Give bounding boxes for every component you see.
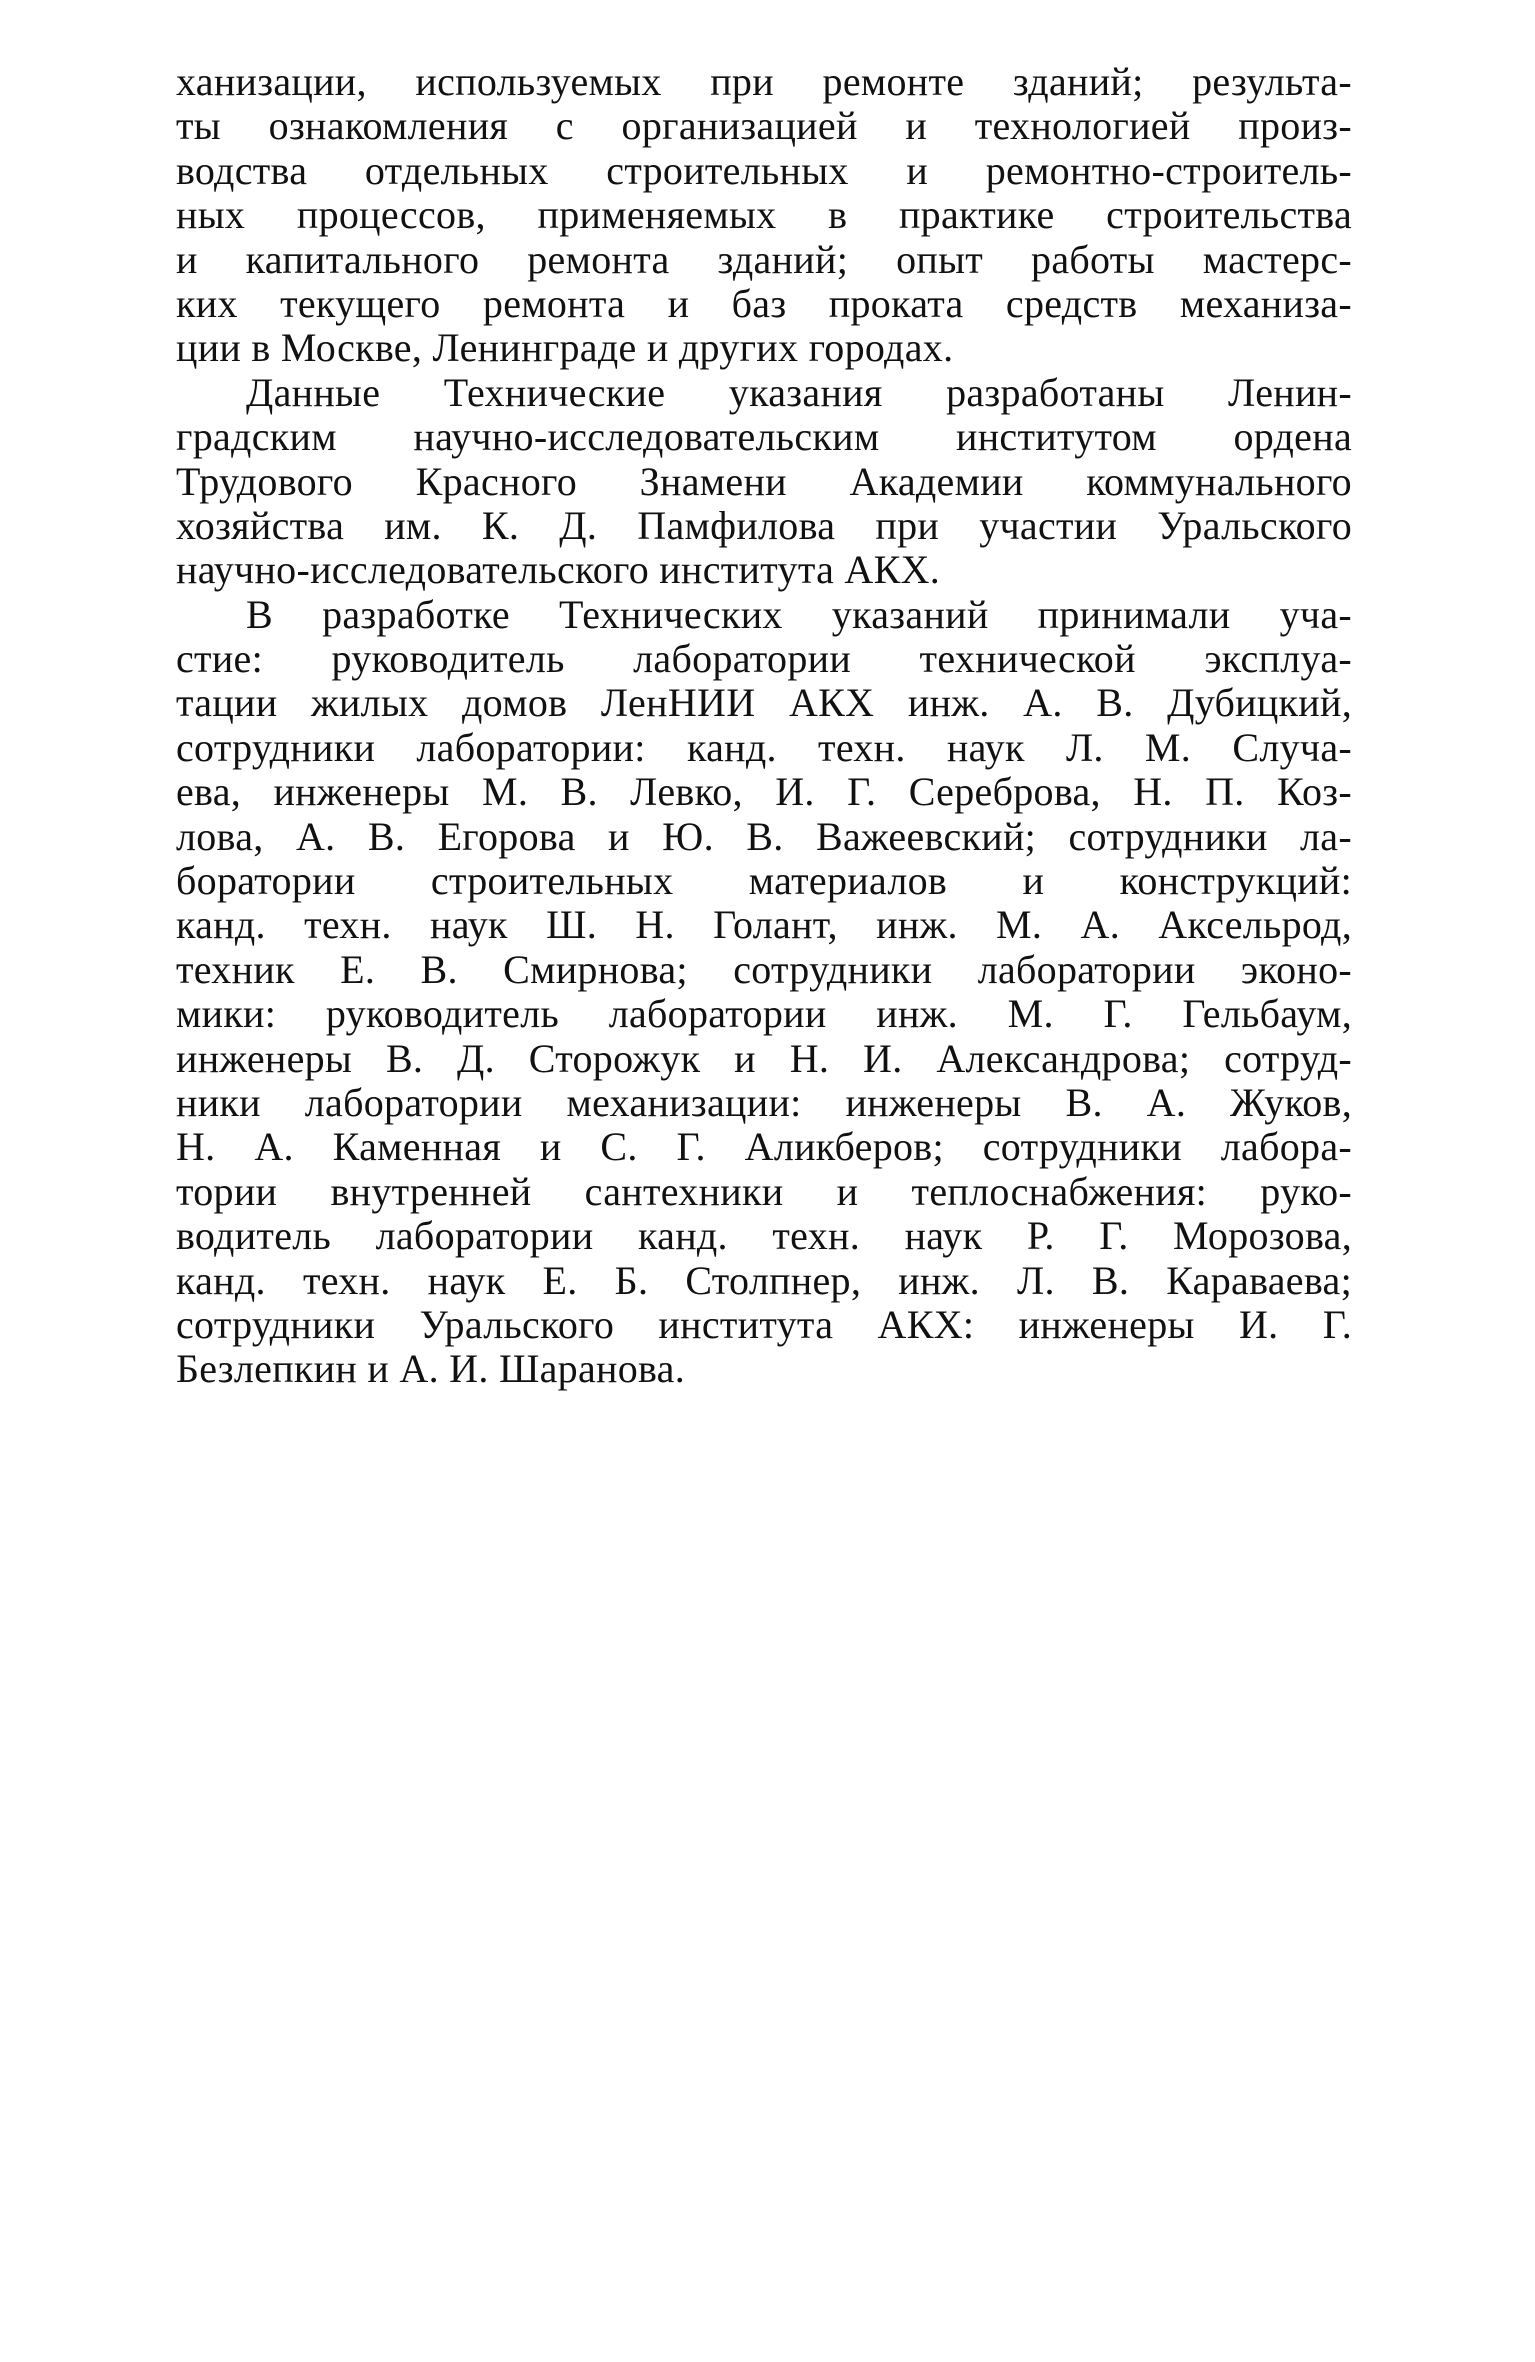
text-line: хозяйства им. К. Д. Памфилова при участии Уральского <box>176 502 1352 548</box>
text-line: мики: руководитель лаборатории инж. М. Г. Гельбаум, <box>176 991 1352 1037</box>
paragraph-3 <box>176 593 1352 1392</box>
paragraph-2 <box>176 371 1352 593</box>
text-line: стие: руководитель лаборатории технической эксплуа- <box>176 636 1352 682</box>
text-line: водитель лаборатории канд. техн. наук Р. Г. Морозова, <box>176 1213 1352 1259</box>
text-line: В разработке Технических указаний принимали уча- <box>246 591 1352 637</box>
text-line: тации жилых домов ЛенНИИ АКХ инж. А. В. Дубицкий, <box>176 680 1352 726</box>
text-line: ты ознакомления с организацией и технологией произ- <box>176 103 1352 149</box>
text-line: ева, инженеры М. В. Левко, И. Г. Сереброва, Н. П. Коз- <box>176 769 1352 815</box>
text-line: сотрудники Уральского института АКХ: инженеры И. Г. <box>176 1301 1352 1347</box>
text-line: тории внутренней сантехники и теплоснабжения: руко- <box>176 1168 1352 1214</box>
text-line: ных процессов, применяемых в практике строительства <box>176 192 1352 238</box>
text-line: и капитального ремонта зданий; опыт работы мастерс- <box>176 236 1352 282</box>
text-line: инженеры В. Д. Сторожук и Н. И. Александрова; сотруд- <box>176 1035 1352 1081</box>
text-line: ких текущего ремонта и баз проката средств механиза- <box>176 280 1352 326</box>
text-line: Данные Технические указания разработаны Ленин- <box>246 369 1352 415</box>
text-line: научно-исследовательского института АКХ. <box>176 547 941 593</box>
text-line: лова, А. В. Егорова и Ю. В. Важеевский; сотрудники ла- <box>176 813 1352 859</box>
text-line: Безлепкин и А. И. Шаранова. <box>176 1346 686 1392</box>
text-line: техник Е. В. Смирнова; сотрудники лаборатории эконо- <box>176 946 1352 992</box>
text-line: Трудового Красного Знамени Академии коммунального <box>176 458 1352 504</box>
text-line: канд. техн. наук Е. Б. Столпнер, инж. Л. В. Караваева; <box>176 1257 1352 1303</box>
body-text <box>176 60 1352 1392</box>
text-line: ции в Москве, Ленинграде и других городах. <box>176 325 954 371</box>
text-line: канд. техн. наук Ш. Н. Голант, инж. М. А. Аксельрод, <box>176 902 1352 948</box>
text-line: водства отдельных строительных и ремонтно-строитель- <box>176 147 1352 193</box>
text-line: градским научно-исследовательским институтом ордена <box>176 414 1352 460</box>
text-line: ханизации, используемых при ремонте зданий; результа- <box>176 59 1352 104</box>
text-line: сотрудники лаборатории: канд. техн. наук Л. М. Случа- <box>176 724 1352 770</box>
text-line: боратории строительных материалов и конструкций: <box>176 858 1352 904</box>
text-line: Н. А. Каменная и С. Г. Аликберов; сотрудники лабора- <box>176 1124 1352 1170</box>
paragraph-1 <box>176 60 1352 371</box>
text-line: ники лаборатории механизации: инженеры В. А. Жуков, <box>176 1079 1352 1125</box>
